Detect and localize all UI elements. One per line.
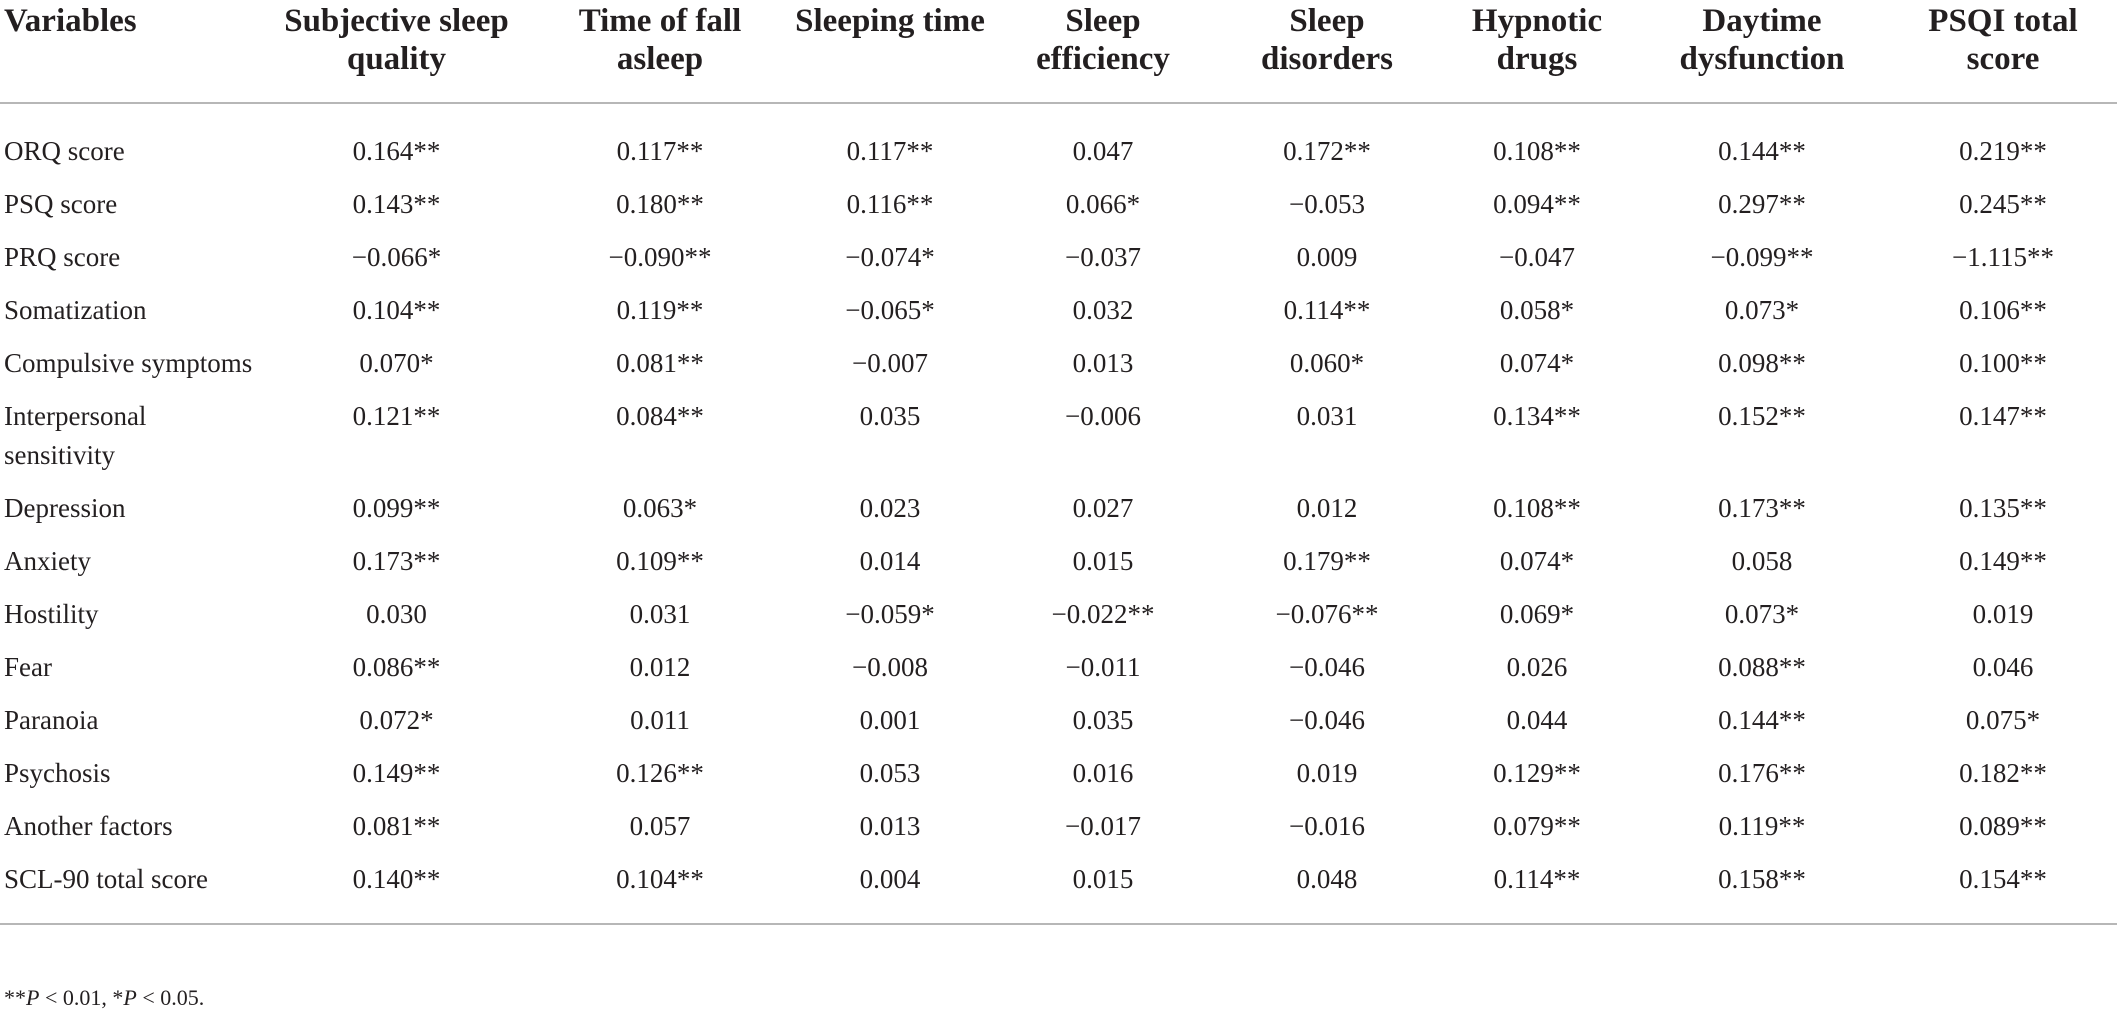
footnote-threshold-2: < 0.05. (136, 985, 205, 1010)
table-cell: 0.031 (629, 599, 691, 629)
table-cell: 0.140** (262, 853, 531, 924)
row-label: Somatization (4, 295, 147, 325)
header-subjective-sleep-quality: Subjective sleep quality (262, 0, 531, 103)
table-cell: 0.158** (1635, 853, 1889, 924)
table-cell: 0.015 (991, 853, 1215, 924)
table-cell: 0.106** (1959, 295, 2047, 325)
table-body (0, 103, 2117, 924)
table-cell: 0.117** (846, 136, 934, 166)
table-cell: 0.149** (352, 758, 441, 788)
table-cell: 0.030 (366, 599, 427, 629)
table-cell: 0.035 (1072, 705, 1134, 735)
table-row (0, 747, 2117, 800)
header-psqi-total-score: PSQI total score (1889, 0, 2117, 103)
table-cell: 0.297** (1718, 189, 1806, 219)
table-cell: 0.032 (1072, 295, 1134, 325)
table-row (0, 103, 2117, 178)
header-sleeping-time: Sleeping time (789, 0, 991, 103)
row-label: Anxiety (4, 546, 91, 576)
table-cell: −0.053 (1289, 189, 1365, 219)
table-cell: 0.053 (859, 758, 921, 788)
table-cell: 0.108** (1493, 136, 1581, 166)
row-label: Compulsive symptoms (4, 348, 253, 378)
table-cell: 0.143** (352, 189, 441, 219)
table-cell: 0.069* (1499, 599, 1575, 629)
row-label: ORQ score (4, 136, 125, 166)
table-cell: 0.015 (1072, 546, 1134, 576)
table-cell: 0.245** (1959, 189, 2047, 219)
footnote-prefix: ** (4, 985, 26, 1010)
footnote-threshold-1: < 0.01, * (39, 985, 124, 1010)
table-row (0, 231, 2117, 284)
table-cell: −0.017 (1065, 811, 1141, 841)
row-label: Another factors (4, 811, 173, 841)
table-cell: 0.081** (616, 348, 704, 378)
table-cell: −0.076** (1275, 599, 1379, 629)
table-cell: 0.152** (1718, 401, 1806, 431)
table-cell: 0.073* (1724, 295, 1800, 325)
row-label: SCL-90 total score (0, 853, 262, 924)
table-cell: 0.088** (1718, 652, 1806, 682)
table-cell: 0.023 (859, 493, 921, 523)
table-cell: 0.176** (1718, 758, 1806, 788)
table-cell: 0.058 (1731, 546, 1793, 576)
table-cell: −0.066* (351, 242, 442, 272)
table-cell: 0.172** (1283, 136, 1371, 166)
table-cell: −0.047 (1499, 242, 1575, 272)
table-cell: 0.099** (352, 493, 441, 523)
table-cell: −0.016 (1289, 811, 1365, 841)
table-cell: 0.126** (616, 758, 704, 788)
table-cell: −0.065* (845, 295, 935, 325)
table-cell: 0.144** (1718, 705, 1806, 735)
row-label: Interpersonal sensitivity (4, 401, 147, 470)
table-cell: −0.022** (1051, 599, 1155, 629)
table-cell: 0.048 (1215, 853, 1439, 924)
row-label: PSQ score (4, 189, 118, 219)
table-cell: 0.098** (1718, 348, 1806, 378)
table-cell: 0.114** (1283, 295, 1371, 325)
table-cell: 0.116** (846, 189, 934, 219)
table-cell: 0.031 (1296, 401, 1358, 431)
table-row (0, 588, 2117, 641)
table-row (0, 284, 2117, 337)
table-cell: 0.089** (1959, 811, 2047, 841)
header-sleep-disorders: Sleep disorders (1215, 0, 1439, 103)
table-cell: 0.135** (1959, 493, 2047, 523)
row-label: Psychosis (4, 758, 111, 788)
table-cell: 0.074* (1499, 348, 1575, 378)
table-cell: 0.019 (1972, 599, 2034, 629)
table-cell: 0.173** (352, 546, 441, 576)
row-label: Hostility (4, 599, 99, 629)
table-cell: 0.013 (1072, 348, 1134, 378)
table-cell: 0.173** (1718, 493, 1806, 523)
table-row (0, 482, 2117, 535)
table-row (0, 535, 2117, 588)
table-cell: 0.009 (1296, 242, 1358, 272)
table-cell: −0.046 (1289, 705, 1365, 735)
table-cell: 0.057 (629, 811, 691, 841)
table-cell: 0.144** (1718, 136, 1806, 166)
table-cell: 0.066* (1065, 189, 1141, 219)
header-time-of-fall-asleep: Time of fall asleep (531, 0, 789, 103)
table-cell: 0.104** (352, 295, 441, 325)
table-cell: 0.164** (352, 136, 441, 166)
table-cell: 0.180** (616, 189, 704, 219)
table-cell: 0.182** (1959, 758, 2047, 788)
table-cell: 0.219** (1959, 136, 2047, 166)
table-cell: 0.060* (1289, 348, 1365, 378)
row-label: PRQ score (4, 242, 121, 272)
table-cell: 0.014 (859, 546, 921, 576)
table-cell: 0.070* (359, 348, 434, 378)
table-cell: 0.129** (1493, 758, 1581, 788)
table-cell: 0.073* (1724, 599, 1800, 629)
table-cell: 0.094** (1493, 189, 1581, 219)
header-variables: Variables (0, 0, 262, 103)
table-cell: 0.154** (1889, 853, 2117, 924)
footnote-p-symbol: P (123, 985, 137, 1010)
table-cell: 0.012 (1296, 493, 1358, 523)
table-cell: −0.006 (1065, 401, 1141, 431)
table-cell: 0.147** (1959, 401, 2047, 431)
table-cell: 0.019 (1296, 758, 1358, 788)
row-label: Fear (4, 652, 52, 682)
table-cell: 0.012 (629, 652, 691, 682)
table-cell: 0.075* (1965, 705, 2041, 735)
table-cell: 0.013 (859, 811, 921, 841)
header-sleep-efficiency: Sleep efficiency (991, 0, 1215, 103)
table-cell: −0.037 (1065, 242, 1141, 272)
table-cell: 0.026 (1506, 652, 1568, 682)
table-header (0, 0, 2117, 103)
table-cell: −0.007 (852, 348, 928, 378)
header-daytime-dysfunction: Daytime dysfunction (1635, 0, 1889, 103)
row-label: Depression (4, 493, 126, 523)
header-row (0, 0, 2117, 103)
table-cell: 0.011 (630, 705, 690, 735)
table-cell: 0.063* (622, 493, 698, 523)
row-label: Paranoia (4, 705, 99, 735)
table-cell: 0.134** (1493, 401, 1581, 431)
table-cell: 0.119** (616, 295, 704, 325)
table-cell: −1.115** (1952, 242, 2054, 272)
table-footnote (4, 984, 204, 1012)
table-row (0, 853, 2117, 924)
table-row (0, 641, 2117, 694)
table-cell: 0.004 (789, 853, 991, 924)
table-row (0, 694, 2117, 747)
table-cell: 0.114** (1439, 853, 1635, 924)
table-cell: 0.149** (1959, 546, 2047, 576)
header-hypnotic-drugs: Hypnotic drugs (1439, 0, 1635, 103)
table-cell: −0.074* (845, 242, 935, 272)
table-cell: 0.104** (531, 853, 789, 924)
table-cell: 0.047 (1072, 136, 1134, 166)
table-cell: −0.011 (1065, 652, 1141, 682)
table-cell: −0.008 (852, 652, 928, 682)
table-cell: 0.044 (1506, 705, 1568, 735)
table-row (0, 390, 2117, 482)
table-cell: 0.179** (1283, 546, 1371, 576)
table-cell: 0.035 (859, 401, 921, 431)
footnote-p-symbol: P (26, 985, 40, 1010)
table-cell: 0.016 (1072, 758, 1134, 788)
table-cell: 0.046 (1972, 652, 2034, 682)
table-cell: −0.099** (1710, 242, 1814, 272)
table-cell: 0.027 (1072, 493, 1134, 523)
table-cell: 0.100** (1959, 348, 2047, 378)
table-cell: 0.072* (359, 705, 434, 735)
table-cell: −0.046 (1289, 652, 1365, 682)
table-row (0, 337, 2117, 390)
table-cell: −0.059* (845, 599, 935, 629)
table-cell: 0.084** (616, 401, 704, 431)
table-cell: 0.109** (616, 546, 704, 576)
table-cell: 0.119** (1718, 811, 1806, 841)
table-cell: 0.074* (1499, 546, 1575, 576)
table-cell: 0.117** (616, 136, 704, 166)
table-cell: 0.086** (352, 652, 441, 682)
table-cell: 0.079** (1493, 811, 1581, 841)
table-cell: 0.121** (352, 401, 441, 431)
table-row (0, 800, 2117, 853)
table-cell: 0.001 (859, 705, 921, 735)
table-cell: 0.081** (352, 811, 441, 841)
table-cell: 0.058* (1499, 295, 1575, 325)
table-cell: 0.108** (1493, 493, 1581, 523)
table-cell: −0.090** (608, 242, 712, 272)
table-row (0, 178, 2117, 231)
